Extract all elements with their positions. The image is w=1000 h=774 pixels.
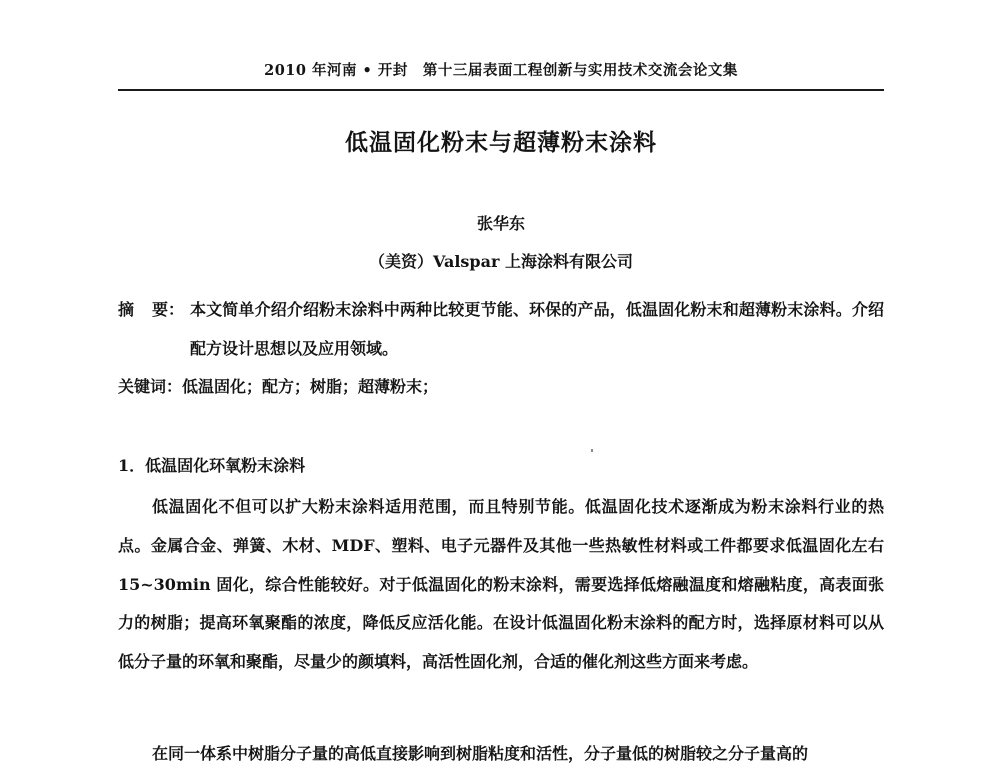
header-divider bbox=[118, 89, 884, 91]
author-affiliation: （美资）Valspar 上海涂料有限公司 bbox=[369, 252, 633, 271]
section-heading: 1．低温固化环氧粉末涂料 bbox=[118, 456, 306, 475]
abstract-label: 摘 要： bbox=[118, 300, 185, 319]
scan-speck bbox=[591, 449, 593, 452]
keywords-text: 低温固化；配方；树脂；超薄粉末； bbox=[182, 377, 439, 396]
author-name: 张华东 bbox=[476, 214, 525, 233]
keywords-block bbox=[118, 367, 884, 406]
keywords-label: 关键词： bbox=[118, 377, 183, 396]
body-paragraph: 低温固化不但可以扩大粉末涂料适用范围，而且特别节能。低温固化技术逐渐成为粉末涂料行业的热点。金属合金、弹簧、木材、MDF、塑料、电子元器件及其他一些热敏性材料或工件都要求低温固化左右 15~30min 固化，综合性能较好。对于低温固化的粉末涂料，需要选择低熔融温度和熔融粘度，高表面张力的树脂；提高环氧聚酯的浓度，降低反应活化能。在设计低温固化粉末涂料的配方时，选择原材料可以从低分子量的环氧和聚酯，尽量少的颜填料，高活性固化剂，合适的催化剂这些方面来考虑。 bbox=[118, 497, 884, 672]
abstract-block bbox=[118, 290, 884, 368]
body-paragraph: 在同一体系中树脂分子量的高低直接影响到树脂粘度和活性，分子量低的树脂较之分子量高的 bbox=[152, 744, 809, 763]
abstract-text: 本文简单介绍介绍粉末涂料中两种比较更节能、环保的产品，低温固化粉末和超薄粉末涂料。介绍配方设计思想以及应用领域。 bbox=[190, 300, 884, 358]
paper-title: 低温固化粉末与超薄粉末涂料 bbox=[345, 129, 657, 156]
running-header: 2010 年河南 • 开封 第十三届表面工程创新与实用技术交流会论文集 bbox=[264, 62, 738, 79]
